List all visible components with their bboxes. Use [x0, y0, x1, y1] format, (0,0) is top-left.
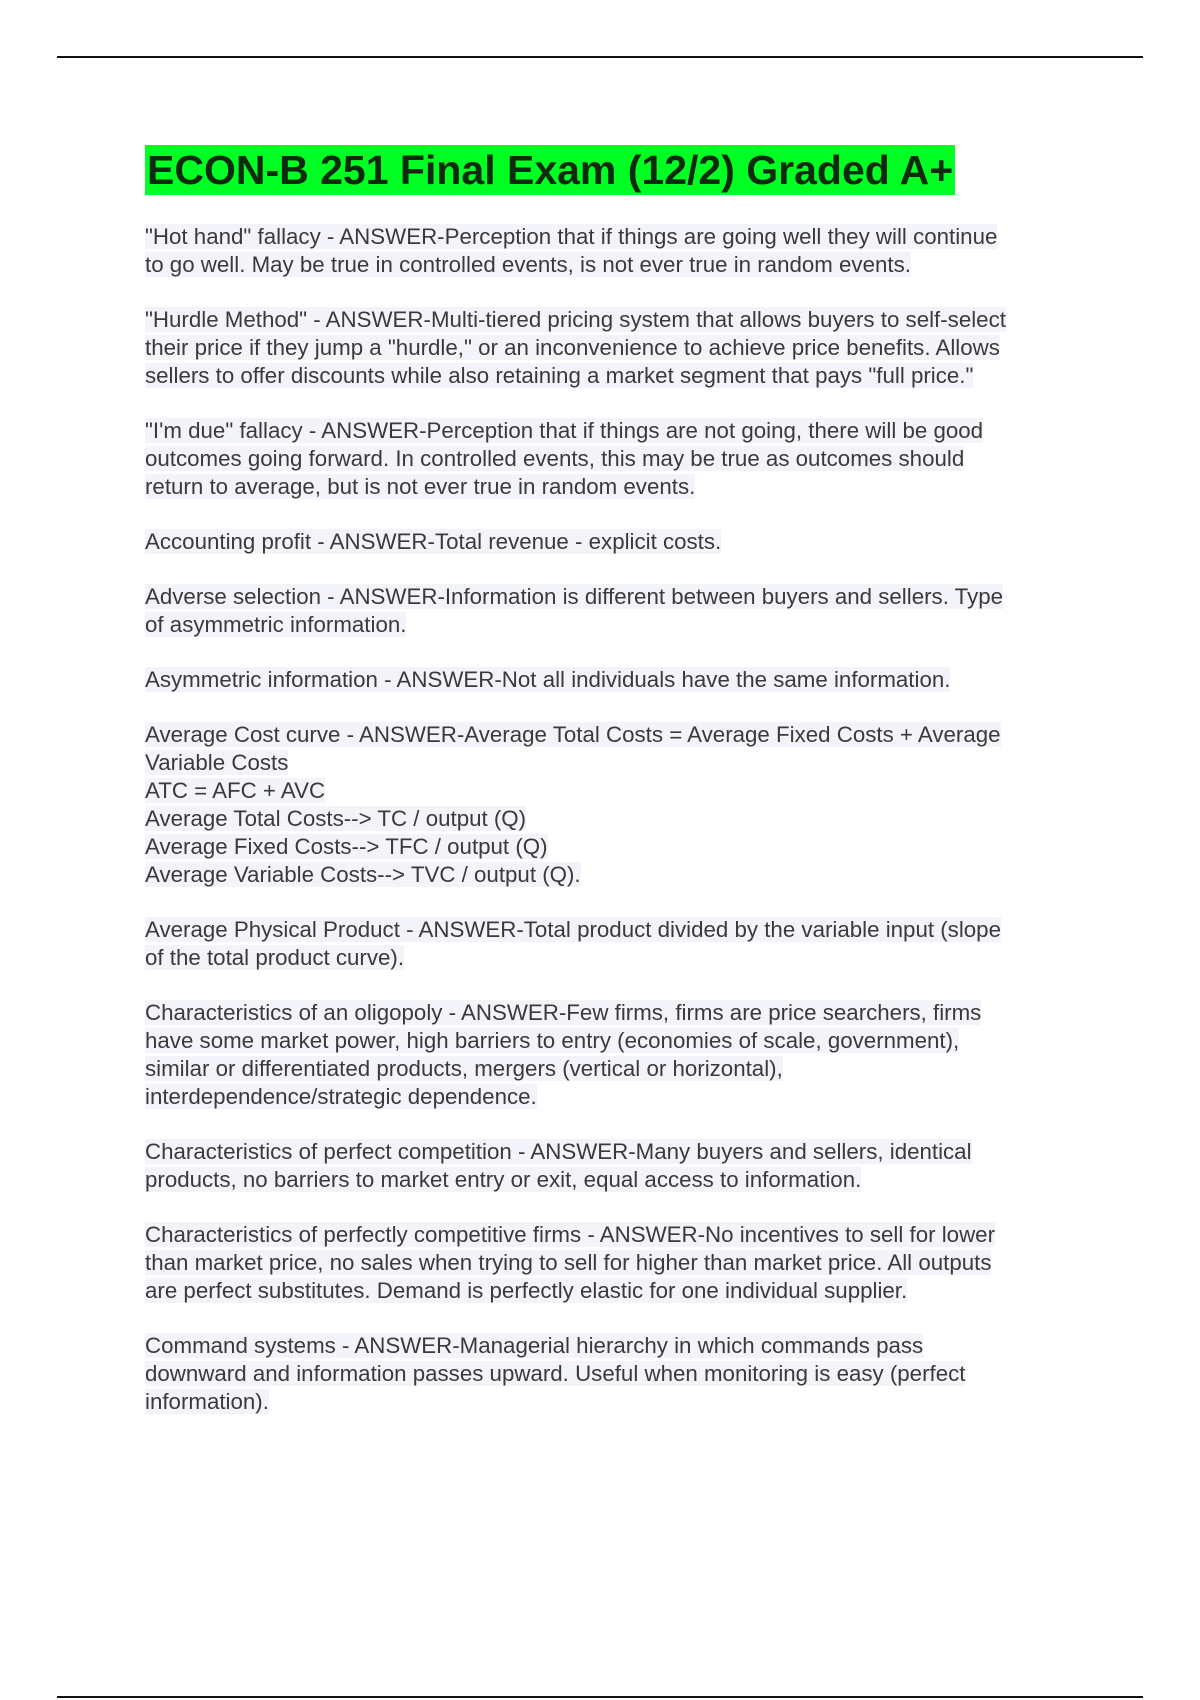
- glossary-entry: [145, 1332, 1080, 1416]
- entry-line: [145, 1055, 1080, 1083]
- entry-line-text: than market price, no sales when trying to sell for higher than market price. All outputs: [145, 1250, 992, 1275]
- entry-line-text: Average Total Costs--> TC / output (Q): [145, 806, 527, 831]
- entry-line-text: sellers to offer discounts while also retaining a market segment that pays "full price.": [145, 363, 974, 388]
- entry-line-text: products, no barriers to market entry or exit, equal access to information.: [145, 1167, 862, 1192]
- glossary-entry: [145, 583, 1080, 639]
- top-rule: [57, 56, 1143, 58]
- entry-line: [145, 1249, 1080, 1277]
- glossary-entry: [145, 666, 1080, 694]
- entry-line: [145, 417, 1080, 445]
- entry-line: [145, 334, 1080, 362]
- entry-line-text: Adverse selection - ANSWER-Information is different between buyers and sellers. Type: [145, 584, 1004, 609]
- entry-line: [145, 777, 1080, 805]
- entry-line-text: information).: [145, 1389, 269, 1414]
- entry-line: [145, 528, 1080, 556]
- bottom-rule: [57, 1696, 1143, 1698]
- entry-line-text: Accounting profit - ANSWER-Total revenue - explicit costs.: [145, 529, 722, 554]
- entry-line: [145, 1027, 1080, 1055]
- entry-line-text: "I'm due" fallacy - ANSWER-Perception that if things are not going, there will be good: [145, 418, 984, 443]
- entry-line: [145, 861, 1080, 889]
- entry-line: [145, 611, 1080, 639]
- entry-line: [145, 749, 1080, 777]
- glossary-entry: [145, 999, 1080, 1111]
- entry-line: [145, 251, 1080, 279]
- entry-line: [145, 306, 1080, 334]
- entry-line-text: Average Cost curve - ANSWER-Average Total Costs = Average Fixed Costs + Average: [145, 722, 1001, 747]
- glossary-entry: [145, 1221, 1080, 1305]
- entry-line: [145, 944, 1080, 972]
- entry-line-text: Characteristics of perfect competition - ANSWER-Many buyers and sellers, identical: [145, 1139, 972, 1164]
- entry-line-text: have some market power, high barriers to entry (economies of scale, government),: [145, 1028, 960, 1053]
- entry-line-text: Average Physical Product - ANSWER-Total product divided by the variable input (slope: [145, 917, 1001, 942]
- entry-line-text: ATC = AFC + AVC: [145, 778, 326, 803]
- entry-line: [145, 362, 1080, 390]
- glossary-entry: [145, 721, 1080, 889]
- entry-line-text: of the total product curve).: [145, 945, 405, 970]
- entry-line-text: outcomes going forward. In controlled events, this may be true as outcomes should: [145, 446, 965, 471]
- entry-line-text: Characteristics of perfectly competitive firms - ANSWER-No incentives to sell for lower: [145, 1222, 996, 1247]
- entry-line: [145, 445, 1080, 473]
- entry-line: [145, 666, 1080, 694]
- entry-line-text: of asymmetric information.: [145, 612, 407, 637]
- entry-line-text: downward and information passes upward. Useful when monitoring is easy (perfect: [145, 1361, 966, 1386]
- entry-line-text: interdependence/strategic dependence.: [145, 1084, 537, 1109]
- entry-line-text: Command systems - ANSWER-Managerial hierarchy in which commands pass: [145, 1333, 924, 1358]
- glossary-entry: [145, 417, 1080, 501]
- entry-line: [145, 473, 1080, 501]
- entry-line: [145, 805, 1080, 833]
- entry-line-text: Average Fixed Costs--> TFC / output (Q): [145, 834, 548, 859]
- glossary-entry: [145, 306, 1080, 390]
- entry-line-text: similar or differentiated products, mergers (vertical or horizontal),: [145, 1056, 783, 1081]
- entry-line-text: are perfect substitutes. Demand is perfectly elastic for one individual supplier.: [145, 1278, 908, 1303]
- entry-line: [145, 1277, 1080, 1305]
- glossary-entry: [145, 1138, 1080, 1194]
- glossary-entry: [145, 223, 1080, 279]
- entry-line: [145, 999, 1080, 1027]
- entry-line: [145, 833, 1080, 861]
- entry-line: [145, 721, 1080, 749]
- document-title: ECON-B 251 Final Exam (12/2) Graded A+: [147, 147, 954, 193]
- entry-line-text: return to average, but is not ever true in random events.: [145, 474, 696, 499]
- entry-line: [145, 1083, 1080, 1111]
- entry-line: [145, 1388, 1080, 1416]
- entry-line-text: to go well. May be true in controlled events, is not ever true in random events.: [145, 252, 911, 277]
- entry-line: [145, 1332, 1080, 1360]
- entry-line-text: "Hot hand" fallacy - ANSWER-Perception that if things are going well they will continue: [145, 224, 998, 249]
- entry-line-text: Asymmetric information - ANSWER-Not all individuals have the same information.: [145, 667, 951, 692]
- entry-line: [145, 1221, 1080, 1249]
- entry-line-text: their price if they jump a "hurdle," or an inconvenience to achieve price benefits. Allows: [145, 335, 1000, 360]
- entry-line-text: "Hurdle Method" - ANSWER-Multi-tiered pricing system that allows buyers to self-select: [145, 307, 1006, 332]
- glossary-entry: [145, 916, 1080, 972]
- glossary-entry: [145, 528, 1080, 556]
- entry-line-text: Average Variable Costs--> TVC / output (Q).: [145, 862, 581, 887]
- entry-line: [145, 223, 1080, 251]
- entry-line: [145, 916, 1080, 944]
- entry-line: [145, 1360, 1080, 1388]
- entry-line-text: Characteristics of an oligopoly - ANSWER-Few firms, firms are price searchers, firms: [145, 1000, 982, 1025]
- entry-line-text: Variable Costs: [145, 750, 289, 775]
- page-content: [145, 145, 1080, 1443]
- glossary-entries: [145, 223, 1080, 1416]
- entry-line: [145, 1138, 1080, 1166]
- entry-line: [145, 583, 1080, 611]
- entry-line: [145, 1166, 1080, 1194]
